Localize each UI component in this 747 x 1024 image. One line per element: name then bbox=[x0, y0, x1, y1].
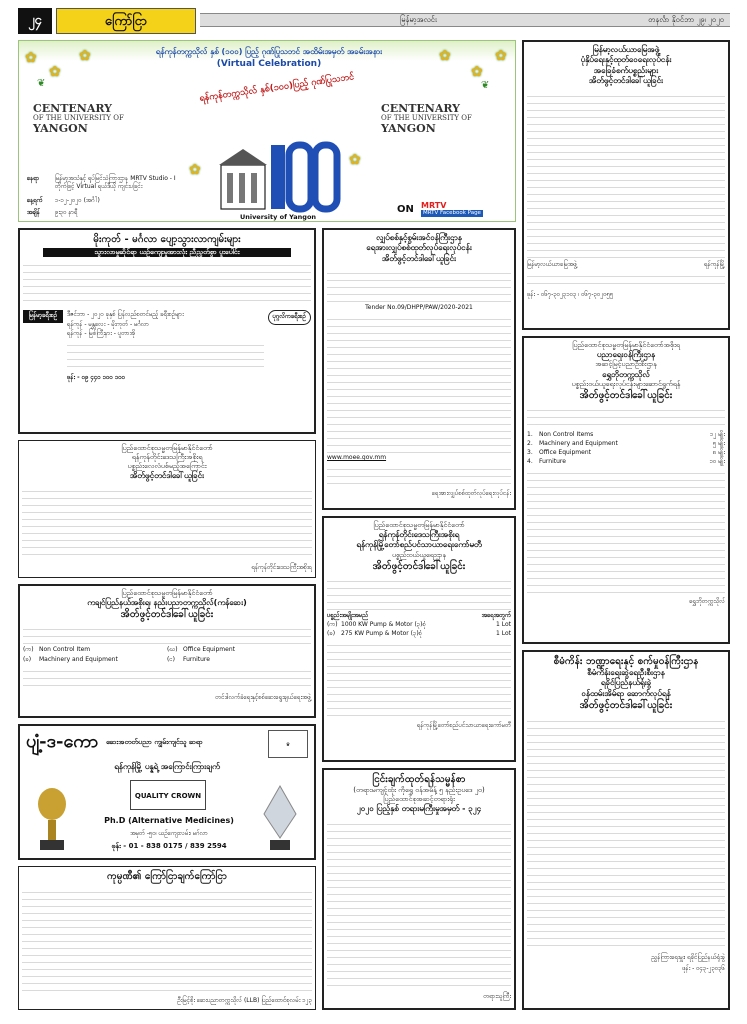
pump-notice-heading: အိတ်ဖွင့်တင်ဒါခေါ်ယူခြင်း bbox=[372, 560, 466, 572]
tender-item-row: (ခ) Machinery and Equipment (င) Furniture bbox=[23, 655, 210, 663]
tender-item-row: (က) Non Control Item (ဃ) Office Equipment bbox=[23, 646, 235, 654]
land-office-name: မြန်မာ့လယ်ယာမြေအဖွဲ့ bbox=[527, 260, 577, 268]
pump-table-header: ပစ္စည်းအမျိုးအမည် အရေအတွက် bbox=[327, 611, 511, 619]
ministry-website-link[interactable]: www.moee.gov.mm bbox=[327, 454, 387, 462]
paper-name: မြန်မာ့အလင်း bbox=[400, 15, 437, 24]
flight-ad bbox=[18, 228, 316, 434]
table-row: (ခ) 275 KW Pump & Motor (၃)စုံ 1 Lot bbox=[327, 630, 511, 638]
land-notice-heading: အိတ်ဖွင့်တင်ဒါခေါ်ယူခြင်း bbox=[588, 76, 664, 86]
university-notice-heading: အိတ်ဖွင့်တင်ဒါခေါ်ယူခြင်း bbox=[579, 390, 673, 402]
tender-item-row: 1. Non Control Items ၁၂ မျိုး bbox=[527, 431, 725, 439]
flight-line: ရန်ကုန် - မန္တလေး - မိုးကုတ် - မင်္ဂလာ bbox=[67, 320, 150, 328]
court-signature: တရားသူကြီး bbox=[483, 992, 511, 1000]
clinic-degree: Ph.D (Alternative Medicines) bbox=[104, 816, 234, 825]
electricity-tender-notice: လျှပ်စစ်နှင့်စွမ်းအင်ဝန်ကြီးဌာန ရေအားလျှပ်စစ်ထုတ်လုပ်ရေးလုပ်ငန်း အိတ်ဖွင့်တင်ဒါခေါ်ယူခြင်း Tender No.09/DHPP/PAW/2020-2021 www.moee.gov.mm ရေအားလျှပ်စစ်ထုတ်လုပ်ရေးလုပ်ငန်း bbox=[322, 228, 516, 510]
award-trophy-icon bbox=[32, 784, 72, 854]
crystal-trophy-icon bbox=[260, 784, 300, 854]
banner-title: ရန်ကုန်တက္ကသိုလ် နှစ် (၁၀၀) ပြည့် ဂုဏ်ပြုသဘင် အထိမ်းအမှတ် အခမ်းအနား bbox=[155, 47, 383, 56]
section-tag: ကြော်ငြာ bbox=[56, 8, 196, 34]
flight-line: ရန်ကုန် - မြစ်ကြီးနား - ပူတာအို bbox=[67, 329, 136, 337]
tender-item-row: 2. Machinery and Equipment ၅ မျိုး bbox=[527, 440, 725, 448]
court-summons-notice: ငြင်းချက်ထုတ်ရန်သမ္မန်စာ (တရားမကျင့်ထုံး ကိုရွှေ ၀န်အမိန့် ၅ နည်းဥပဒေ ၂၀) ပြည်ထောင်စုအဆင့်တရားရုံး ၂၀၂၀ ပြည့်နှစ် တရားမကြီးမှုအမှတ် - ၃၂၄ တရားသူကြီး bbox=[322, 768, 516, 1010]
flight-phone: ဖုန်း - ၀၉ ၄၄၀ ၁၀၀ ၁၀၀ bbox=[67, 373, 126, 381]
leaf-icon: ❦ bbox=[37, 78, 46, 89]
university-signature: ရွှေဘိုတက္ကသိုလ် bbox=[689, 598, 725, 606]
crown-icon: ♛ bbox=[285, 742, 291, 748]
electricity-notice-heading: အိတ်ဖွင့်တင်ဒါခေါ်ယူခြင်း bbox=[381, 253, 457, 263]
company-notice-heading: ကုမ္ပဏီ၏ ကြော်ငြာချက်ကြော်ငြာ bbox=[106, 871, 228, 882]
masthead bbox=[200, 13, 730, 27]
time-line: အချိန် ၉း၃၀ နာရီ bbox=[27, 209, 78, 216]
tender-notice-left: ပြည်ထောင်စုသမ္မတမြန်မာနိုင်ငံတော် ရန်ကုန်တိုင်းဒေသကြီးအစိုးရ ပစ္စည်းလေလံပစ်မည့်အကြောင်း အိတ်ဖွင့်တင်ဒါခေါ်ယူခြင်း ရန်ကုန်တိုင်းဒေသကြီးအစိုးရ bbox=[18, 440, 316, 578]
banner-arc-text: ရန်ကုန်တက္ကသိုလ် နှစ်(၁၀၀)ပြည့် ဂုဏ်ပြုသဘင် bbox=[198, 72, 355, 104]
university-tender-notice: ပြည်ထောင်စုသမ္မတမြန်မာနိုင်ငံတော်အစိုးရ ပညာရေးဝန်ကြီးဌာန အဆင့်မြင့်ပညာဦးစီးဌာန ရွှေဘိုတက္ကသိုလ် ပစ္စည်းဝယ်ယူရေးလုပ်ငန်းများဆောင်ရွက်ရန် အိတ်ဖွင့်တင်ဒါခေါ်ယူခြင်း 1. Non Control Items ၁၂ မျိုး 2. Machinery and Equipment ၅ မျိုး 3. Office Equipment ၈ မျိုး 4. Furniture ၁၀ မျိုး ရွှေဘိုတက္ကသိုလ် bbox=[522, 336, 730, 644]
venue-line: နေရာ မြန်မာ့အသံနှင့် ရုပ်မြင်သံကြားဌာန MRTV Studio - I တိုက်ဖြင့် Virtual ရယ်ဒီယို ကျင်းပခြင်း bbox=[27, 175, 176, 191]
flight-band: မြန်မာ့ခရီးစဉ် bbox=[23, 310, 63, 322]
centenary-logo-right: CENTENARY OF THE UNIVERSITY OF YANGON bbox=[381, 102, 472, 135]
clinic-address: အမှတ် -၅၀၊ ယဉ်ကျေးလမ်း၊ မဂ်လာ bbox=[130, 830, 208, 837]
land-office-city: ရန်ကုန်မြို့ bbox=[704, 260, 725, 268]
university-logo bbox=[215, 137, 341, 213]
banner-subtitle: (Virtual Celebration) bbox=[216, 59, 322, 69]
education-notice-heading: အိတ်ဖွင့်တင်ဒါခေါ်ယူခြင်း bbox=[120, 609, 214, 621]
issue-date: တနင်္လာ နိုဝင်ဘာ ၂၉၊ ၂၀၂၀ bbox=[648, 15, 724, 24]
flower-icon: ✿ bbox=[439, 48, 451, 64]
clinic-tagline: ရန်ကုန်မြို့ ပန္နရဲ့ အကြောင်းကြားချက် bbox=[114, 762, 220, 771]
date-line: နေ့ရက် ၁-၁၂-၂၀၂၀ (အင်္ဂါ) bbox=[27, 197, 100, 204]
flower-icon: ✿ bbox=[471, 64, 483, 80]
education-notice-signature: တင်ဒါလက်ခံရေးနှင့်စစ်ဆေးရွေးချယ်ရေးအဖွဲ့ bbox=[215, 693, 311, 701]
flight-line: ဒီဇင်ဘာ - ၂၀၂၀ ခုနှစ် ပြန်လည်စတင်မည့် ခရီးစဉ်များ bbox=[67, 311, 184, 319]
planning-tender-notice: စီမံကိန်း ဘဏ္ဍာရေးနှင့် စက်မှုဝန်ကြီးဌာန စီမံကိန်းရေးဆွဲရေးဦးစီးဌာန ရခိုင်ပြည်နယ်ရုံးခွဲ ဝန်ထမ်းအိမ်ရာ ဆောက်လုပ်ရန် အိတ်ဖွင့်တင်ဒါခေါ်ယူခြင်း ညွှန်ကြားရေးမှူး၊ ရခိုင်ပြည်နယ်ရုံးခွဲ ဖုန်း - ၀၄၃-၂၃၀၃၆ bbox=[522, 650, 730, 1010]
tender-left-heading: အိတ်ဖွင့်တင်ဒါခေါ်ယူခြင်း bbox=[129, 471, 205, 481]
clinic-owner: ဆေးအတတ်ပညာ ကျွမ်းကျင်သူ ဆရာ bbox=[106, 738, 203, 746]
private-tour-tag: ပုဂ္ဂလိကခရီးစဉ် bbox=[268, 310, 311, 324]
clinic-logo bbox=[268, 730, 308, 758]
case-number: ၂၀၂၀ ပြည့်နှစ် တရားမကြီးမှုအမှတ် - ၃၂၄ bbox=[356, 804, 482, 814]
tender-number: Tender No.09/DHPP/PAW/2020-2021 bbox=[365, 304, 473, 312]
flower-icon: ✿ bbox=[49, 64, 61, 80]
planning-signature: ညွှန်ကြားရေးမှူး၊ ရခိုင်ပြည်နယ်ရုံးခွဲ bbox=[651, 954, 725, 962]
flight-title: မိုးကုတ် - မင်္ဂလာ ပျော့သွားလာကျမ်းများ bbox=[93, 234, 241, 245]
planning-notice-heading: အိတ်ဖွင့်တင်ဒါခေါ်ယူခြင်း bbox=[579, 700, 673, 712]
page-header bbox=[18, 8, 730, 34]
flower-icon: ✿ bbox=[189, 162, 201, 178]
flower-icon: ✿ bbox=[349, 152, 361, 168]
clinic-ad bbox=[18, 724, 316, 860]
centenary-banner bbox=[18, 40, 516, 222]
planning-phone: ဖုန်း - ၀၄၃-၂၃၀၃၆ bbox=[682, 965, 725, 973]
tender-left-signature: ရန်ကုန်တိုင်းဒေသကြီးအစိုးရ bbox=[251, 563, 312, 571]
facebook-page-label: MRTV Facebook Page bbox=[423, 210, 481, 216]
clinic-name: ပျံ့-ဒ-ကော bbox=[26, 731, 99, 752]
leaf-icon: ❦ bbox=[481, 80, 490, 91]
education-tender-notice: ပြည်ထောင်စုသမ္မတမြန်မာနိုင်ငံတော် ကချင်ပြည်နယ်အစိုးရ၊ နည်းပညာတက္ကသိုလ်(ကန်ဆေး) အိတ်ဖွင့်တင်ဒါခေါ်ယူခြင်း (က) Non Control Item (ဃ) Office Equipment (ခ) Machinery and Equipment (င) Furniture တင်ဒါလက်ခံရေးနှင့်စစ်ဆေးရွေးချယ်ရေးအဖွဲ့ bbox=[18, 584, 316, 718]
centenary-logo-left: CENTENARY OF THE UNIVERSITY OF YANGON bbox=[33, 102, 124, 135]
pump-notice-signature: ရန်ကုန်မြို့တော်စည်ပင်သာယာရေးကော်မတီ bbox=[416, 722, 511, 730]
mrtv-logo: MRTV bbox=[421, 201, 447, 210]
flower-icon: ✿ bbox=[79, 48, 91, 64]
pump-tender-notice: ပြည်ထောင်စုသမ္မတမြန်မာနိုင်ငံတော် ရန်ကုန်တိုင်းဒေသကြီးအစိုးရ ရန်ကုန်မြို့တော်စည်ပင်သာယာရေးကော်မတီ ပစ္စည်းဝယ်ယူရေးဌာန အိတ်ဖွင့်တင်ဒါခေါ်ယူခြင်း ပစ္စည်းအမျိုးအမည် အရေအတွက် (က) 1000 KW Pump & Motor (၃)စုံ 1 Lot (ခ) 275 KW Pump & Motor (၃)စုံ 1 Lot ရန်ကုန်မြို့တော်စည်ပင်သာယာရေးကော်မတီ bbox=[322, 516, 516, 762]
land-phone: ဖုန်း - ၀၆၇-၃၀၂၃၁၀၃ ၊ ၀၆၇-၃၀၂၀၅၅ bbox=[527, 290, 614, 298]
mrtv-badge[interactable]: ON MRTV MRTV Facebook Page bbox=[397, 201, 481, 216]
page-number: ၂၄ bbox=[18, 8, 52, 34]
company-notice-signature: ဦးမြင့်စိုး ဆေးပညာတက္ကသိုလ် (LLB) ပြည်ထောင်စုလမ်း ၁၂၃ bbox=[177, 997, 312, 1004]
clinic-phone: ဖုန်း - 01 - 838 0175 / 839 2594 bbox=[111, 842, 227, 850]
land-tender-notice: မြန်မာ့လယ်ယာမြေအဖွဲ့ ပုံနှိပ်ရေးနှင့်ထုတ်ဝေရေးလုပ်ငန်း အခြေခံစက်ပစ္စည်းများ အိတ်ဖွင့်တင်ဒါခေါ်ယူခြင်း မြန်မာ့လယ်ယာမြေအဖွဲ့ ရန်ကုန်မြို့ ဖုန်း - ၀၆၇-၃၀၂၃၁၀၃ ၊ ၀၆၇-၃၀၂၀၅၅ bbox=[522, 40, 730, 330]
flight-subtitle: သွားလာမှုဆိုင်ရာ ယဉ်ကျေးမှုအားလုံး ညီညွတ်စွာ ပူးပေါင်း bbox=[43, 248, 291, 257]
flower-icon: ✿ bbox=[25, 50, 37, 66]
quality-badge: QUALITY CROWN bbox=[130, 780, 206, 810]
tender-item-row: 4. Furniture ၁၀ မျိုး bbox=[527, 458, 725, 466]
table-row: (က) 1000 KW Pump & Motor (၃)စုံ 1 Lot bbox=[327, 621, 511, 629]
flower-icon: ✿ bbox=[495, 48, 507, 64]
company-notice bbox=[18, 866, 316, 1010]
electricity-signature: ရေအားလျှပ်စစ်ထုတ်လုပ်ရေးလုပ်ငန်း bbox=[431, 490, 511, 498]
court-notice-heading: ငြင်းချက်ထုတ်ရန်သမ္မန်စာ bbox=[372, 774, 466, 785]
tender-item-row: 3. Office Equipment ၈ မျိုး bbox=[527, 449, 725, 457]
logo-caption: University of Yangon bbox=[239, 213, 317, 221]
